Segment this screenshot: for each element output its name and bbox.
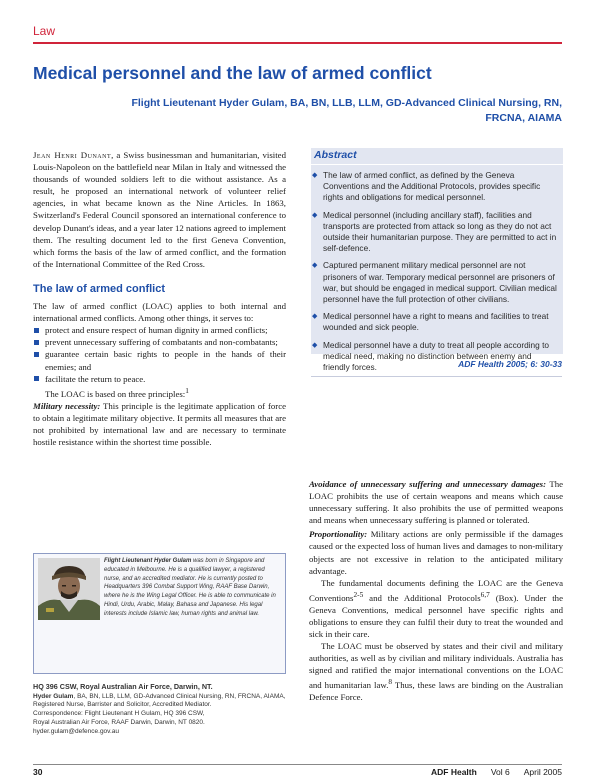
- reference-mark: 6,7: [480, 589, 490, 599]
- author-line-2: FRCNA, AIAMA: [485, 112, 562, 124]
- header-divider: [33, 42, 562, 44]
- affiliation-org: HQ 396 CSW, Royal Australian Air Force, Darwin, NT.: [33, 682, 213, 691]
- loac-paragraph: The law of armed conflict (LOAC) applies to both internal and international armed conflicts. Among other things, it serves to:: [33, 301, 286, 324]
- abstract-heading: Abstract: [314, 149, 357, 161]
- abstract-divider: [311, 164, 563, 165]
- avoidance-label: Avoidance of unnecessary suffering and unnecessary damages:: [309, 479, 547, 489]
- loac-purpose-list: [33, 324, 286, 384]
- author-line-1: Flight Lieutenant Hyder Gulam, BA, BN, LLB, LLM, GD-Advanced Clinical Nursing, RN,: [131, 97, 562, 109]
- left-column: [33, 149, 286, 448]
- abstract-item: ◆ Captured permanent military medical personnel are not prisoners of war. Temporary medical personnel are prisoners of war, but should be engaged in medical support. Civilian medical personnel have the full protection of other civilians.: [311, 260, 559, 305]
- intro-text: , a Swiss businessman and humanitarian, visited Louis-Napoleon on the battlefield near Milan in Italy and witnessed the thousands of wounded soldiers left to die without assistance. As a result, he proposed an international network of volunteer relief agencies, in what became known as the Nine Articles. In 1863, Switzerland's Federal Council sponsored an international conference to develop Dunant's ideas, and a year later 12 nations agreed to implement them. The resulting document led to the first Geneva Convention, which forms the basis of the law of armed conflict, and the formation of the International Committee of the Red Cross.: [33, 150, 286, 269]
- abstract-item: ◆ Medical personnel (including ancillary staff), facilities and transports are protected from attack so long as they do not act outside their humanitarian purpose. They are permitted to act in self-defence.: [311, 210, 559, 255]
- list-item: facilitate the return to peace.: [33, 373, 286, 385]
- journal-name: ADF Health: [431, 767, 477, 777]
- journal-info: [417, 767, 562, 777]
- affiliation-name: Hyder Gulam: [33, 692, 74, 700]
- principles-paragraph: [33, 385, 286, 400]
- necessity-text: This principle is the legitimate application of force to obtain a legitimate military objective. It permits all measures that are not prohibited by international law and are necessary to terminate hostile resistance within the shortest time possible.: [33, 400, 287, 447]
- page-number: 30: [33, 767, 43, 777]
- author-photo: [38, 558, 100, 620]
- correspondence-line-1: Correspondence: Flight Lieutenant H Gulam, HQ 396 CSW,: [33, 710, 205, 718]
- journal-volume: Vol 6: [490, 767, 510, 777]
- abstract-item: ◆ Medical personnel have a right to means and facilities to treat wounded and sick people.: [311, 311, 559, 333]
- section-label: Law: [33, 24, 56, 38]
- principles-text: The LOAC is based on three principles:: [45, 388, 186, 399]
- reference-mark: 2-5: [353, 589, 364, 599]
- fundamental-text-c: (Box). Under the Geneva Conventions, medical personnel have specific rights and obligations to ensure they can fulfil their duty to treat the wounded and sick in their care.: [309, 592, 563, 640]
- affiliation-block: [33, 683, 286, 736]
- proportionality-paragraph: [309, 528, 563, 576]
- abstract-bottom-rule: [311, 376, 562, 377]
- intro-paragraph: [33, 149, 286, 270]
- correspondence-line-2: Royal Australian Air Force, RAAF Darwin, Darwin, NT 0820.: [33, 718, 205, 726]
- list-item: prevent unnecessary suffering of combatants and non-combatants;: [33, 336, 286, 348]
- observance-text-b: Thus, these laws are binding on the Australian Defence Force.: [309, 680, 563, 703]
- fundamental-text-b: and the Additional Protocols: [363, 592, 481, 603]
- reference-mark: 8: [388, 677, 393, 687]
- drop-name: Jean Henri Dunant: [33, 150, 112, 160]
- abstract-item: ◆ Medical personnel have a duty to treat all people according to medical need, making no distinction between enemy and friendly forces.: [311, 340, 559, 374]
- necessity-paragraph: [33, 400, 286, 448]
- journal-citation: ADF Health 2005; 6: 30-33: [458, 359, 562, 369]
- observance-text-a: The LOAC must be observed by states and their civil and military authorities, as well as by civilian and military individuals. Australia has signed and ratified the major international conventions on the LOAC and humanitarian law.: [309, 641, 563, 691]
- bio-description: was born in Singapore and educated in Melbourne. He is a qualified lawyer, a registered nurse, and an accredited mediator. He is currently posted to Headquarters 396 Combat Support Wing, RAAF Base Darwin, where he is the Wing Legal Officer. He is able to communicate in Hindi, Urdu, Arabic, Malay, Bahasa and Japanese. His legal interests include Islamic law, human rights and animal law.: [104, 558, 276, 617]
- right-column: [309, 478, 563, 704]
- author-bio-box: [33, 553, 286, 674]
- footer-divider: [33, 764, 562, 765]
- avoidance-text: The LOAC prohibits the use of certain weapons and means which cause unnecessary suffering. It also prohibits the use of permitted weapons and means when unnecessary suffering is planned or tolerated.: [309, 479, 564, 526]
- fundamental-text-a: The fundamental documents defining the LOAC are the Geneva Conventions: [309, 577, 563, 603]
- proportionality-text: Military actions are only permissible if the damages caused or the expected loss of human lives and damages to non-military objects are not excessive in relation to the anticipated military advantage.: [309, 529, 563, 576]
- bio-text: [104, 557, 282, 619]
- fundamental-documents-paragraph: [309, 577, 563, 640]
- abstract-list: [311, 170, 559, 379]
- article-title: Medical personnel and the law of armed conflict: [33, 63, 432, 83]
- affiliation-author: [33, 693, 286, 710]
- abstract-item: ◆ The law of armed conflict, as defined by the Geneva Conventions and the Additional Protocols, provides specific rights and obligations for medical personnel.: [311, 170, 559, 204]
- proportionality-label: Proportionality:: [309, 529, 368, 540]
- journal-date: April 2005: [523, 767, 562, 777]
- section-heading: The law of armed conflict: [33, 282, 166, 295]
- list-item: guarantee certain basic rights to people in the hands of their enemies; and: [33, 348, 286, 372]
- email-link[interactable]: hyder.gulam@defence.gov.au: [33, 727, 119, 735]
- necessity-label: Military necessity:: [33, 400, 101, 411]
- avoidance-paragraph: [309, 478, 563, 526]
- affiliation-quals: , BA, BN, LLB, LLM, GD-Advanced Clinical Nursing, RN, FRCNA, AIAMA, Registered Nurse, Barrister and Solicitor, Accredited Mediator.: [33, 692, 286, 709]
- list-item: protect and ensure respect of human dignity in armed conflicts;: [33, 324, 286, 336]
- bio-name: Flight Lieutenant Hyder Gulam: [104, 558, 192, 564]
- author-byline: [60, 96, 562, 126]
- reference-mark: 1: [185, 385, 189, 395]
- observance-paragraph: [309, 640, 563, 703]
